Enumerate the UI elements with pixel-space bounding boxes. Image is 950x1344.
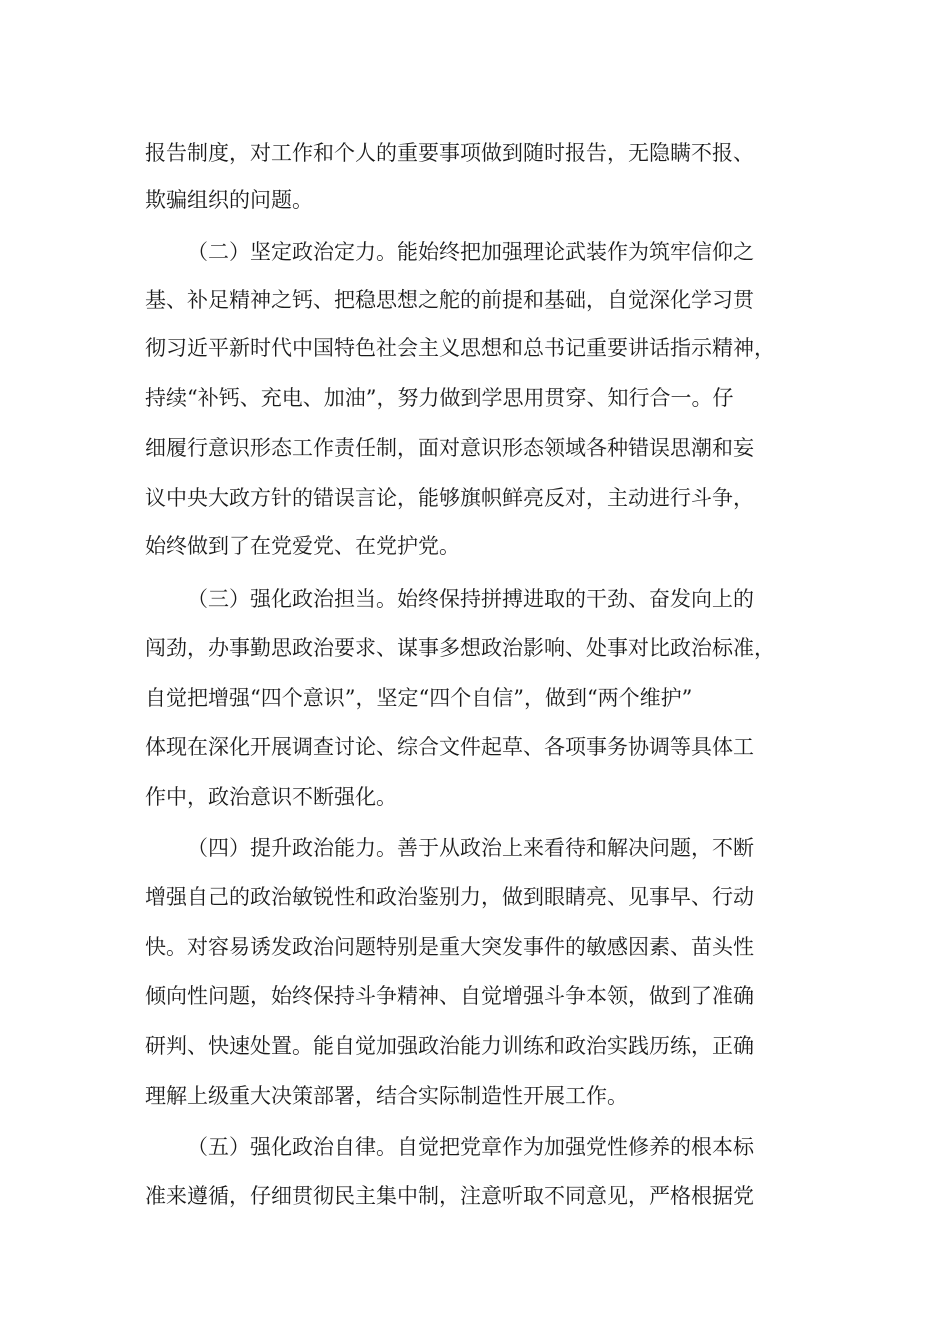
body-text-line: 增强自己的政治敏锐性和政治鉴别力，做到眼睛亮、见事早、行动: [145, 885, 754, 909]
body-text-line: 快。对容易诱发政治问题特别是重大突发事件的敏感因素、苗头性: [145, 935, 754, 959]
body-text-line: 理解上级重大决策部署，结合实际制造性开展工作。: [145, 1084, 628, 1108]
body-text-line: 细履行意识形态工作责任制，面对意识形态领域各种错误思潮和妄: [145, 436, 754, 460]
body-text-line: 自觉把增强“四个意识”，坚定“四个自信”，做到“两个维护”: [145, 686, 693, 710]
body-text-line: 闯劲，办事勤思政治要求、谋事多想政治影响、处事对比政治标准，: [145, 636, 775, 660]
body-text-line: 倾向性问题，始终保持斗争精神、自觉增强斗争本领，做到了准确: [145, 984, 754, 1008]
body-text-line: 研判、快速处置。能自觉加强政治能力训练和政治实践历练，正确: [145, 1034, 754, 1058]
body-text-line: 始终做到了在党爱党、在党护党。: [145, 534, 460, 558]
body-text-line: 报告制度，对工作和个人的重要事项做到随时报告，无隐瞒不报、: [145, 141, 754, 165]
section-heading-line: （五）强化政治自律。自觉把党章作为加强党性修养的根本标: [187, 1135, 754, 1159]
section-heading-line: （四）提升政治能力。善于从政治上来看待和解决问题，不断: [187, 836, 754, 860]
body-text-line: 准来遵循，仔细贯彻民主集中制，注意听取不同意见，严格根据党: [145, 1184, 754, 1208]
body-text-line: 基、补足精神之钙、把稳思想之舵的前提和基础，自觉深化学习贯: [145, 288, 754, 312]
body-text-line: 体现在深化开展调查讨论、综合文件起草、各项事务协调等具体工: [145, 735, 754, 759]
body-text-line: 欺骗组织的问题。: [145, 188, 313, 212]
body-text-line: 作中，政治意识不断强化。: [145, 785, 397, 809]
body-text-line: 议中央大政方针的错误言论，能够旗帜鲜亮反对，主动进行斗争，: [145, 486, 754, 510]
section-heading-line: （三）强化政治担当。始终保持拼搏进取的干劲、奋发向上的: [187, 587, 754, 611]
body-text-line: 彻习近平新时代中国特色社会主义思想和总书记重要讲话指示精神，: [145, 336, 775, 360]
section-heading-line: （二）坚定政治定力。能始终把加强理论武装作为筑牢信仰之: [187, 240, 754, 264]
body-text-line: 持续“补钙、充电、加油”，努力做到学思用贯穿、知行合一。仔: [145, 386, 734, 410]
